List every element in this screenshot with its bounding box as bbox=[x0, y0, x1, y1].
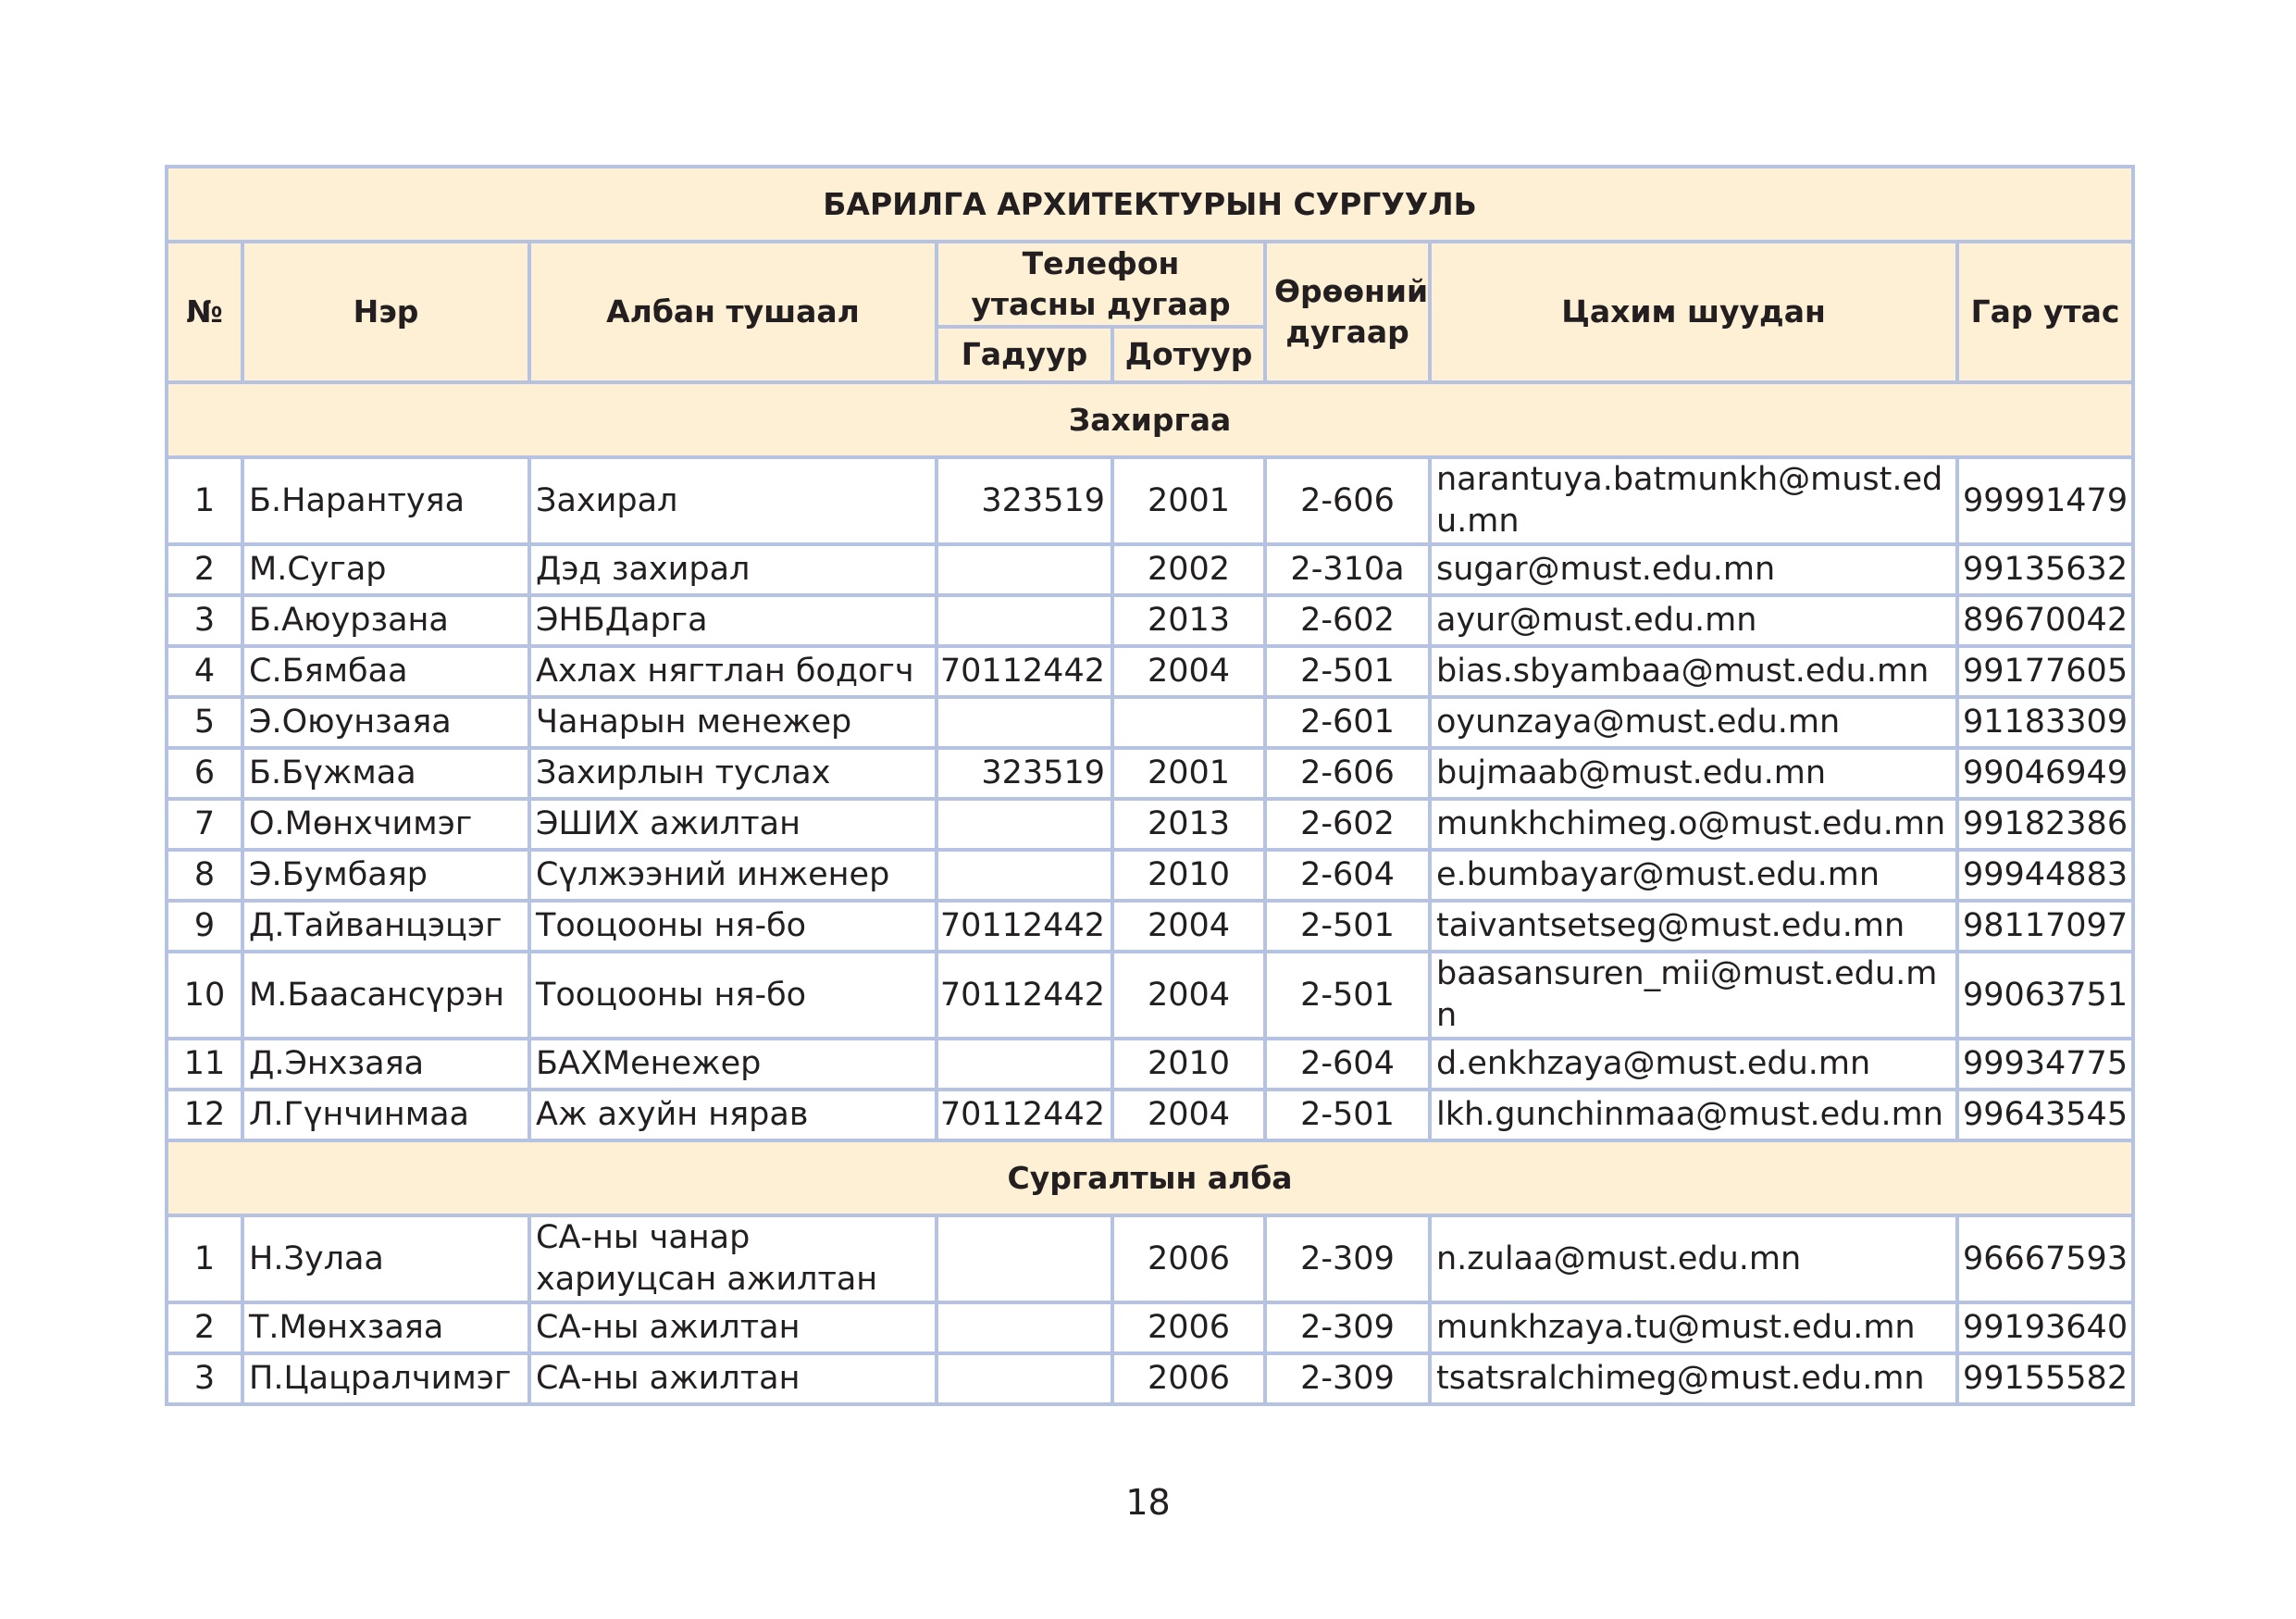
section-title: Захиргаа bbox=[167, 382, 2133, 457]
row-email: bias.sbyambaa@must.edu.mn bbox=[1430, 646, 1957, 697]
row-room: 2-501 bbox=[1265, 646, 1430, 697]
row-num: 1 bbox=[167, 457, 242, 544]
row-mobile: 99046949 bbox=[1957, 748, 2133, 799]
table-row bbox=[167, 1039, 2133, 1090]
header-email: Цахим шуудан bbox=[1430, 242, 1957, 382]
row-name: Л.Гүнчинмаа bbox=[242, 1090, 529, 1140]
row-num: 2 bbox=[167, 1302, 242, 1353]
row-internal-phone: 2010 bbox=[1112, 850, 1265, 901]
header-phone-group: Телефон утасны дугаар bbox=[937, 242, 1265, 327]
row-position: Чанарын менежер bbox=[529, 697, 937, 748]
row-room: 2-309 bbox=[1265, 1215, 1430, 1302]
row-external-phone bbox=[937, 595, 1112, 646]
table-row bbox=[167, 697, 2133, 748]
table-row bbox=[167, 544, 2133, 595]
contact-table bbox=[165, 165, 2135, 1406]
row-position: СА-ны ажилтан bbox=[529, 1302, 937, 1353]
row-mobile: 99991479 bbox=[1957, 457, 2133, 544]
row-position: Тооцооны ня-бо bbox=[529, 901, 937, 952]
row-external-phone bbox=[937, 850, 1112, 901]
row-room: 2-501 bbox=[1265, 952, 1430, 1039]
row-email: ayur@must.edu.mn bbox=[1430, 595, 1957, 646]
row-mobile: 99182386 bbox=[1957, 799, 2133, 850]
row-name: Э.Бумбаяр bbox=[242, 850, 529, 901]
table-row bbox=[167, 799, 2133, 850]
row-mobile: 99193640 bbox=[1957, 1302, 2133, 1353]
row-email: taivantsetseg@must.edu.mn bbox=[1430, 901, 1957, 952]
row-internal-phone: 2010 bbox=[1112, 1039, 1265, 1090]
row-mobile: 89670042 bbox=[1957, 595, 2133, 646]
row-internal-phone: 2001 bbox=[1112, 457, 1265, 544]
row-position: Захирлын туслах bbox=[529, 748, 937, 799]
row-internal-phone: 2002 bbox=[1112, 544, 1265, 595]
row-num: 4 bbox=[167, 646, 242, 697]
row-internal-phone: 2001 bbox=[1112, 748, 1265, 799]
header-room: Өрөөний дугаар bbox=[1265, 242, 1430, 382]
row-internal-phone: 2004 bbox=[1112, 901, 1265, 952]
row-mobile: 99643545 bbox=[1957, 1090, 2133, 1140]
table-row bbox=[167, 1090, 2133, 1140]
row-email: e.bumbayar@must.edu.mn bbox=[1430, 850, 1957, 901]
row-num: 3 bbox=[167, 595, 242, 646]
row-external-phone bbox=[937, 697, 1112, 748]
row-internal-phone: 2013 bbox=[1112, 799, 1265, 850]
row-name: О.Мөнхчимэг bbox=[242, 799, 529, 850]
row-num: 6 bbox=[167, 748, 242, 799]
row-num: 10 bbox=[167, 952, 242, 1039]
table-title: БАРИЛГА АРХИТЕКТУРЫН СУРГУУЛЬ bbox=[167, 167, 2133, 242]
row-position: ЭШИХ ажилтан bbox=[529, 799, 937, 850]
row-name: Т.Мөнхзаяа bbox=[242, 1302, 529, 1353]
row-mobile: 99063751 bbox=[1957, 952, 2133, 1039]
header-mobile: Гар утас bbox=[1957, 242, 2133, 382]
table-row bbox=[167, 1215, 2133, 1302]
row-email: sugar@must.edu.mn bbox=[1430, 544, 1957, 595]
row-position: Ахлах нягтлан бодогч bbox=[529, 646, 937, 697]
row-external-phone bbox=[937, 799, 1112, 850]
row-name: М.Сугар bbox=[242, 544, 529, 595]
row-mobile: 99177605 bbox=[1957, 646, 2133, 697]
header-position: Албан тушаал bbox=[529, 242, 937, 382]
row-name: С.Бямбаа bbox=[242, 646, 529, 697]
row-room: 2-606 bbox=[1265, 457, 1430, 544]
row-num: 5 bbox=[167, 697, 242, 748]
row-position: БАХМенежер bbox=[529, 1039, 937, 1090]
row-internal-phone: 2004 bbox=[1112, 952, 1265, 1039]
row-email: munkhzaya.tu@must.edu.mn bbox=[1430, 1302, 1957, 1353]
row-room: 2-601 bbox=[1265, 697, 1430, 748]
row-email: n.zulaa@must.edu.mn bbox=[1430, 1215, 1957, 1302]
row-name: Н.Зулаа bbox=[242, 1215, 529, 1302]
table-row bbox=[167, 748, 2133, 799]
row-name: П.Цацралчимэг bbox=[242, 1353, 529, 1404]
row-email: tsatsralchimeg@must.edu.mn bbox=[1430, 1353, 1957, 1404]
header-num: № bbox=[167, 242, 242, 382]
row-num: 1 bbox=[167, 1215, 242, 1302]
row-mobile: 99944883 bbox=[1957, 850, 2133, 901]
row-room: 2-501 bbox=[1265, 901, 1430, 952]
row-position: Сүлжээний инженер bbox=[529, 850, 937, 901]
row-position: Дэд захирал bbox=[529, 544, 937, 595]
row-external-phone bbox=[937, 544, 1112, 595]
row-external-phone: 70112442 bbox=[937, 646, 1112, 697]
row-num: 11 bbox=[167, 1039, 242, 1090]
row-room: 2-604 bbox=[1265, 850, 1430, 901]
row-position: Аж ахуйн нярав bbox=[529, 1090, 937, 1140]
row-num: 8 bbox=[167, 850, 242, 901]
row-external-phone bbox=[937, 1302, 1112, 1353]
row-email: oyunzaya@must.edu.mn bbox=[1430, 697, 1957, 748]
table-row bbox=[167, 901, 2133, 952]
row-num: 12 bbox=[167, 1090, 242, 1140]
row-position: Тооцооны ня-бо bbox=[529, 952, 937, 1039]
table-row bbox=[167, 1302, 2133, 1353]
row-external-phone bbox=[937, 1215, 1112, 1302]
table-row bbox=[167, 457, 2133, 544]
row-mobile: 91183309 bbox=[1957, 697, 2133, 748]
row-internal-phone: 2006 bbox=[1112, 1353, 1265, 1404]
row-room: 2-606 bbox=[1265, 748, 1430, 799]
row-mobile: 98117097 bbox=[1957, 901, 2133, 952]
row-position: СА-ны ажилтан bbox=[529, 1353, 937, 1404]
row-email: bujmaab@must.edu.mn bbox=[1430, 748, 1957, 799]
page-number: 18 bbox=[1125, 1482, 1171, 1523]
row-external-phone bbox=[937, 1039, 1112, 1090]
row-external-phone: 323519 bbox=[937, 748, 1112, 799]
row-name: Д.Тайванцэцэг bbox=[242, 901, 529, 952]
header-internal: Дотуур bbox=[1112, 327, 1265, 382]
row-room: 2-309 bbox=[1265, 1353, 1430, 1404]
row-mobile: 99135632 bbox=[1957, 544, 2133, 595]
row-name: Э.Оюунзаяа bbox=[242, 697, 529, 748]
row-mobile: 99155582 bbox=[1957, 1353, 2133, 1404]
row-room: 2-309 bbox=[1265, 1302, 1430, 1353]
row-email: lkh.gunchinmaa@must.edu.mn bbox=[1430, 1090, 1957, 1140]
row-position: СА-ны чанар хариуцсан ажилтан bbox=[529, 1215, 937, 1302]
row-internal-phone: 2006 bbox=[1112, 1215, 1265, 1302]
row-position: Захирал bbox=[529, 457, 937, 544]
row-name: Д.Энхзаяа bbox=[242, 1039, 529, 1090]
row-external-phone bbox=[937, 1353, 1112, 1404]
header-external: Гадуур bbox=[937, 327, 1112, 382]
row-external-phone: 70112442 bbox=[937, 1090, 1112, 1140]
row-internal-phone: 2006 bbox=[1112, 1302, 1265, 1353]
row-num: 9 bbox=[167, 901, 242, 952]
row-num: 2 bbox=[167, 544, 242, 595]
section-title: Сургалтын алба bbox=[167, 1140, 2133, 1215]
row-room: 2-602 bbox=[1265, 595, 1430, 646]
row-name: Б.Бүжмаа bbox=[242, 748, 529, 799]
row-email: narantuya.batmunkh@must.edu.mn bbox=[1430, 457, 1957, 544]
row-email: d.enkhzaya@must.edu.mn bbox=[1430, 1039, 1957, 1090]
table-row bbox=[167, 595, 2133, 646]
row-room: 2-602 bbox=[1265, 799, 1430, 850]
row-mobile: 99934775 bbox=[1957, 1039, 2133, 1090]
row-num: 3 bbox=[167, 1353, 242, 1404]
row-external-phone: 70112442 bbox=[937, 901, 1112, 952]
header-name: Нэр bbox=[242, 242, 529, 382]
row-internal-phone bbox=[1112, 697, 1265, 748]
row-mobile: 96667593 bbox=[1957, 1215, 2133, 1302]
row-external-phone: 323519 bbox=[937, 457, 1112, 544]
row-num: 7 bbox=[167, 799, 242, 850]
row-external-phone: 70112442 bbox=[937, 952, 1112, 1039]
row-room: 2-310а bbox=[1265, 544, 1430, 595]
row-internal-phone: 2004 bbox=[1112, 646, 1265, 697]
row-internal-phone: 2013 bbox=[1112, 595, 1265, 646]
row-name: Б.Аюурзана bbox=[242, 595, 529, 646]
row-email: baasansuren_mii@must.edu.mn bbox=[1430, 952, 1957, 1039]
table-row bbox=[167, 1353, 2133, 1404]
row-room: 2-604 bbox=[1265, 1039, 1430, 1090]
row-email: munkhchimeg.o@must.edu.mn bbox=[1430, 799, 1957, 850]
row-name: Б.Нарантуяа bbox=[242, 457, 529, 544]
table-row bbox=[167, 646, 2133, 697]
row-name: М.Баасансүрэн bbox=[242, 952, 529, 1039]
row-position: ЭНБДарга bbox=[529, 595, 937, 646]
table-row bbox=[167, 850, 2133, 901]
row-internal-phone: 2004 bbox=[1112, 1090, 1265, 1140]
table-row bbox=[167, 952, 2133, 1039]
row-room: 2-501 bbox=[1265, 1090, 1430, 1140]
